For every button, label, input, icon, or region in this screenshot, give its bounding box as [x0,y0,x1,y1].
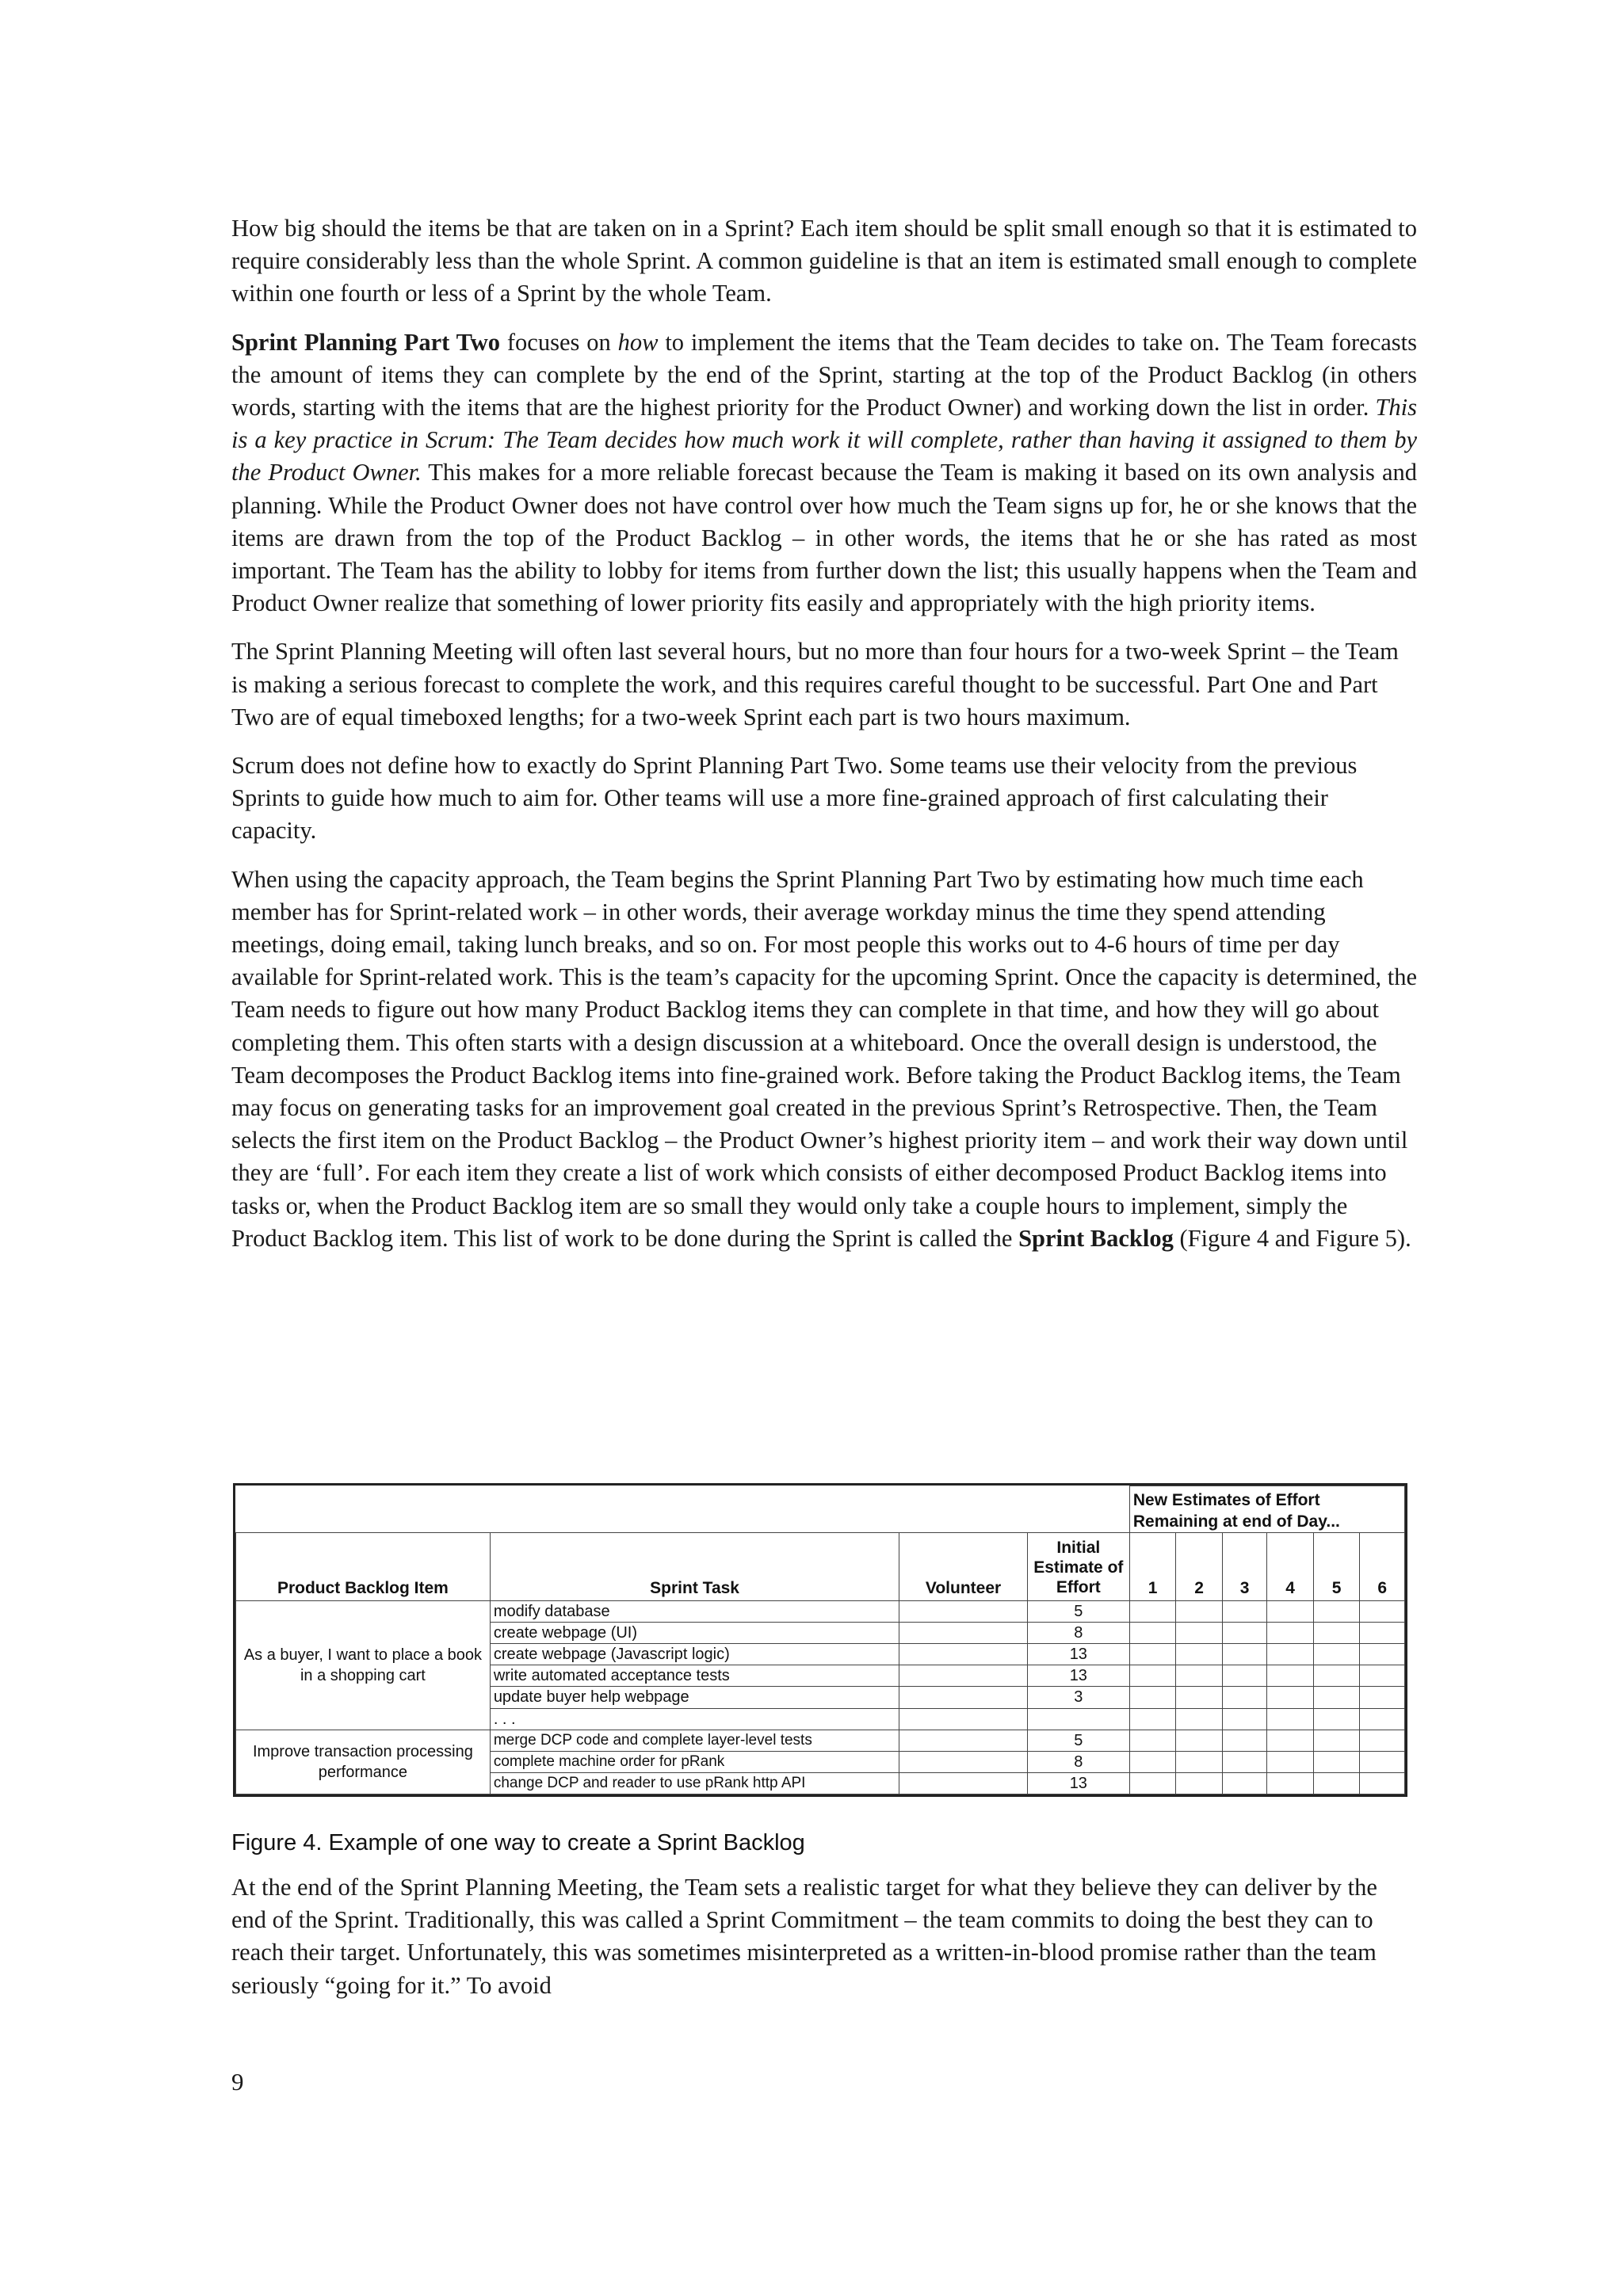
italic-key-practice: This is a key practice in Scrum: The Team decides how much work it will complete, rather than having it assigned to them by the Product Owner. [231,394,1417,486]
day-header: 4 [1267,1533,1314,1601]
effort-cell: 8 [1027,1623,1129,1644]
italic-term: how [617,328,659,356]
paragraph-sprint-planning-part-two [231,326,1417,620]
task-cell: . . . [490,1708,899,1730]
bold-term: Sprint Planning Part Two [231,328,501,356]
paragraph-velocity: Scrum does not define how to exactly do Sprint Planning Part Two. Some teams use their velocity from the previous Sprints to guide how much to aim for. Other teams will use a more fine-grained approach of first calculating their capacity. [231,752,1358,845]
sprint-backlog-table [235,1486,1405,1794]
figure-caption: Figure 4. Example of one way to create a Sprint Backlog [231,1830,805,1855]
day-header: 3 [1222,1533,1266,1601]
column-header-task: Sprint Task [490,1533,899,1601]
body-text [231,212,1417,1271]
column-header-initial: Initial Estimate of Effort [1027,1533,1129,1601]
effort-cell: 13 [1027,1665,1129,1687]
header-spacer [236,1486,1130,1533]
text-run: focuses on [500,328,618,356]
task-cell: create webpage (Javascript logic) [490,1644,899,1665]
effort-cell: 8 [1027,1751,1129,1772]
effort-cell [1027,1708,1129,1730]
paragraph-meeting-length: The Sprint Planning Meeting will often last several hours, but no more than four hours for a two-week Sprint – the Team is making a serious forecast to complete the work, and this requires careful thought to be successful. Part One and Part Two are of equal timeboxed lengths; for a two-week Sprint each part is two hours maximum. [231,638,1399,730]
new-estimates-header: New Estimates of Effort Remaining at end of Day... [1129,1486,1404,1533]
text-run: to implement the items that the Team decides to take on. The Team forecasts the amount of items they can complete by the end of the Sprint, starting at the top of the Product Backlog (in others words, starting with the items that are the highest priority for the Product Owner) and working down the list in order. [231,328,1417,421]
effort-cell: 13 [1027,1644,1129,1665]
backlog-item-cell: Improve transaction processing performance [236,1730,491,1794]
sprint-backlog-figure [233,1483,1407,1797]
effort-cell: 5 [1027,1730,1129,1751]
backlog-item-cell: As a buyer, I want to place a book in a shopping cart [236,1601,491,1730]
paragraph-sprint-commitment: At the end of the Sprint Planning Meeting, the Team sets a realistic target for what they believe they can deliver by the end of the Sprint. Traditionally, this was called a Sprint Commitment – the team commits to doing the best they can to reach their target. Unfortunately, this was sometimes misinterpreted as a written-in-blood promise rather than the team seriously “going for it.” To avoid [231,1874,1377,1999]
text-run: This makes for a more reliable forecast because the Team is making it based on its own analysis and planning. While the Product Owner does not have control over how much the Team signs up for, he or she knows that the items are drawn from the top of the Product Backlog – in other words, the items that he or she has rated as most important. The Team has the ability to lobby for items from further down the list; this usually happens when the Team and Product Owner realize that something of lower priority fits easily and appropriately with the high priority items. [231,459,1417,617]
task-cell: update buyer help webpage [490,1687,899,1708]
effort-cell: 3 [1027,1687,1129,1708]
day-header: 6 [1360,1533,1405,1601]
task-cell: create webpage (UI) [490,1623,899,1644]
task-cell: merge DCP code and complete layer-level tests [490,1730,899,1751]
day-header: 1 [1129,1533,1176,1601]
body-text-continued [231,1871,1417,2002]
task-cell: modify database [490,1601,899,1623]
text-run: (Figure 4 and Figure 5). [1173,1224,1411,1252]
task-cell: change DCP and reader to use pRank http API [490,1772,899,1794]
text-run: When using the capacity approach, the Team begins the Sprint Planning Part Two by estimating how much time each member has for Sprint-related work – in other words, their average workday minus the time they spend attending meetings, doing email, taking lunch breaks, and so on. For most people this works out to 4-6 hours of time per day available for Sprint-related work. This is the team’s capacity for the upcoming Sprint. Once the capacity is determined, the Team needs to figure out how many Product Backlog items they can complete in that time, and how they will go about completing them. This often starts with a design discussion at a whiteboard. Once the overall design is understood, the Team decomposes the Product Backlog items into fine-grained work. Before taking the Product Backlog items, the Team may focus on generating tasks for an improvement goal created in the previous Sprint’s Retrospective. Then, the Team selects the first item on the Product Backlog – the Product Owner’s highest priority item – and work their way down until they are ‘full’. For each item they create a list of work which consists of either decomposed Product Backlog items into tasks or, when the Product Backlog item are so small they would only take a couple hours to implement, simply the Product Backlog item. This list of work to be done during the Sprint is called the [231,865,1418,1252]
table-row [236,1601,1405,1623]
table-row [236,1730,1405,1751]
paragraph-item-size: How big should the items be that are taken on in a Sprint? Each item should be split small enough so that it is estimated to require considerably less than the whole Sprint. A common guideline is that an item is estimated small enough to complete within one fourth or less of a Sprint by the whole Team. [231,215,1417,307]
task-cell: write automated acceptance tests [490,1665,899,1687]
day-header: 2 [1176,1533,1223,1601]
day-header: 5 [1313,1533,1360,1601]
effort-cell: 13 [1027,1772,1129,1794]
column-header-pbi: Product Backlog Item [236,1533,491,1601]
effort-cell: 5 [1027,1601,1129,1623]
bold-term: Sprint Backlog [1018,1224,1174,1252]
page-number: 9 [231,2068,244,2096]
column-header-volunteer: Volunteer [899,1533,1027,1601]
task-cell: complete machine order for pRank [490,1751,899,1772]
paragraph-capacity-approach [231,864,1417,1255]
